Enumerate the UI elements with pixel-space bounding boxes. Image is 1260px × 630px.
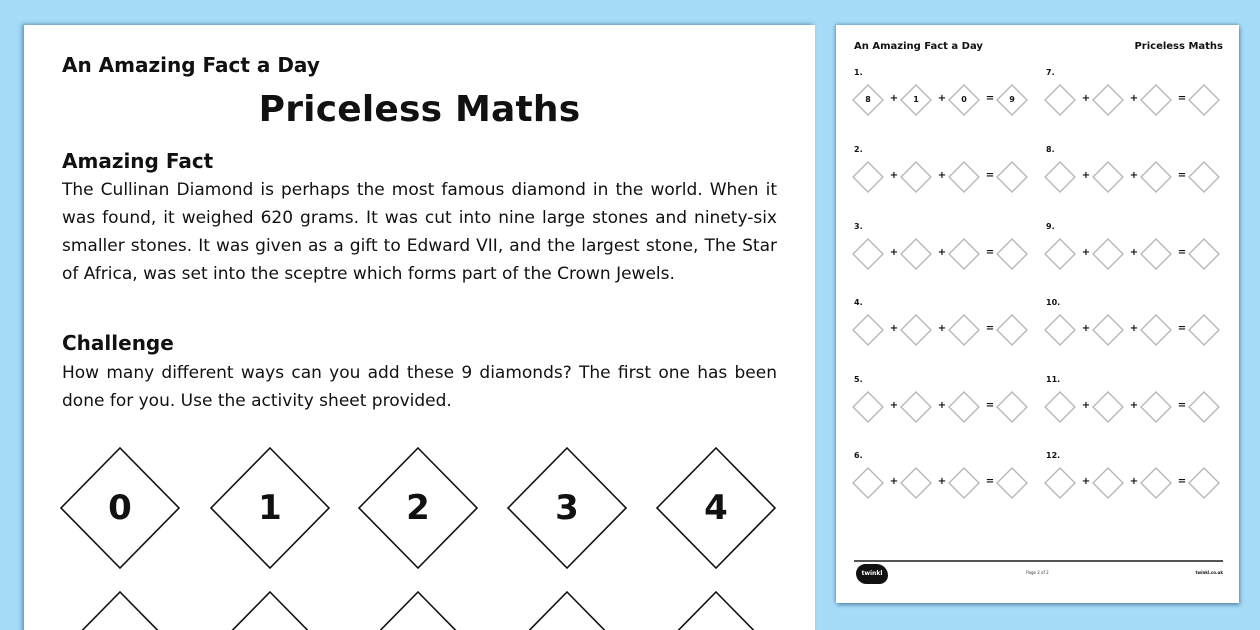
answer-value — [948, 238, 980, 270]
plus-sign: + — [937, 400, 947, 411]
answer-value — [996, 314, 1028, 346]
equals-sign: = — [985, 400, 995, 411]
plus-sign: + — [1081, 476, 1091, 487]
answer-diamond[interactable] — [996, 238, 1028, 270]
question-number: 1. — [854, 68, 863, 77]
plus-sign: + — [889, 247, 899, 258]
answer-diamond[interactable] — [1044, 391, 1076, 423]
plus-sign: + — [1129, 247, 1139, 258]
plus-sign: + — [889, 93, 899, 104]
answer-value — [948, 467, 980, 499]
answer-diamond[interactable] — [852, 391, 884, 423]
twinkl-logo-icon: twinkl — [856, 564, 888, 584]
equals-sign: = — [1177, 93, 1187, 104]
number-diamond — [60, 447, 180, 569]
question-number: 10. — [1046, 298, 1061, 307]
answer-value — [1044, 161, 1076, 193]
answer-diamond[interactable] — [852, 467, 884, 499]
challenge-text: How many different ways can you add these 9 diamonds? The first one has been done for you. Use the activity sheet provided. — [62, 363, 777, 411]
answer-diamond[interactable] — [1140, 161, 1172, 193]
footer-url: twinkl.co.uk — [1195, 570, 1223, 575]
diamond-number: 1 — [258, 488, 282, 528]
answer-diamond[interactable] — [1188, 391, 1220, 423]
question-number: 5. — [854, 375, 863, 384]
footer-divider — [854, 560, 1223, 562]
answer-value — [948, 314, 980, 346]
answer-diamond[interactable] — [996, 314, 1028, 346]
answer-value — [1044, 467, 1076, 499]
answer-diamond[interactable] — [900, 467, 932, 499]
diamond-number — [358, 591, 478, 630]
answer-diamond[interactable] — [996, 391, 1028, 423]
answer-value — [1140, 238, 1172, 270]
equals-sign: = — [985, 170, 995, 181]
number-diamond — [507, 591, 627, 630]
answer-value — [996, 391, 1028, 423]
answer-value — [1140, 467, 1172, 499]
answer-diamond[interactable] — [852, 161, 884, 193]
answer-value — [1092, 238, 1124, 270]
answer-value — [1044, 238, 1076, 270]
diamond-number — [210, 591, 330, 630]
answer-diamond[interactable] — [996, 84, 1028, 116]
answer-diamond[interactable] — [1092, 314, 1124, 346]
answer-diamond[interactable] — [1044, 238, 1076, 270]
answer-value: 1 — [913, 95, 919, 104]
answer-diamond[interactable] — [900, 238, 932, 270]
answer-value — [1092, 314, 1124, 346]
equals-sign: = — [985, 323, 995, 334]
diamond-number: 0 — [108, 488, 132, 528]
answer-diamond[interactable] — [852, 84, 884, 116]
plus-sign: + — [937, 247, 947, 258]
answer-value — [1092, 391, 1124, 423]
answer-diamond[interactable] — [1188, 161, 1220, 193]
diamond-number — [507, 591, 627, 630]
number-diamond — [507, 447, 627, 569]
answer-diamond[interactable] — [996, 161, 1028, 193]
plus-sign: + — [1129, 93, 1139, 104]
number-diamond — [358, 447, 478, 569]
answer-value — [900, 314, 932, 346]
question-number: 7. — [1046, 68, 1055, 77]
series-title: An Amazing Fact a Day — [854, 41, 983, 52]
answer-diamond[interactable] — [1140, 467, 1172, 499]
plus-sign: + — [1129, 476, 1139, 487]
challenge-heading: Challenge — [62, 331, 174, 355]
question-number: 8. — [1046, 145, 1055, 154]
plus-sign: + — [1081, 400, 1091, 411]
plus-sign: + — [1081, 170, 1091, 181]
answer-diamond[interactable] — [948, 391, 980, 423]
answer-diamond[interactable] — [1140, 391, 1172, 423]
answer-value — [900, 161, 932, 193]
diamond-number: 2 — [406, 488, 430, 528]
answer-diamond[interactable] — [1092, 391, 1124, 423]
plus-sign: + — [889, 476, 899, 487]
plus-sign: + — [937, 323, 947, 334]
activity-sheet-page — [836, 25, 1239, 603]
page-number: Page 2 of 2 — [1026, 570, 1049, 575]
plus-sign: + — [889, 170, 899, 181]
answer-value — [1140, 161, 1172, 193]
number-diamond — [656, 591, 776, 630]
answer-value — [1092, 84, 1124, 116]
answer-value — [1044, 391, 1076, 423]
answer-diamond[interactable] — [1044, 314, 1076, 346]
plus-sign: + — [1129, 170, 1139, 181]
number-diamond — [656, 447, 776, 569]
answer-diamond[interactable] — [1188, 467, 1220, 499]
equals-sign: = — [1177, 247, 1187, 258]
answer-diamond[interactable] — [852, 238, 884, 270]
answer-diamond[interactable] — [1044, 161, 1076, 193]
answer-diamond[interactable] — [1188, 314, 1220, 346]
answer-value — [1140, 314, 1172, 346]
diamond-number: 4 — [704, 488, 728, 528]
equals-sign: = — [1177, 400, 1187, 411]
answer-value — [1044, 84, 1076, 116]
answer-diamond[interactable] — [948, 161, 980, 193]
question-number: 2. — [854, 145, 863, 154]
equals-sign: = — [985, 476, 995, 487]
plus-sign: + — [889, 323, 899, 334]
plus-sign: + — [937, 93, 947, 104]
plus-sign: + — [1081, 323, 1091, 334]
number-diamond — [358, 591, 478, 630]
answer-diamond[interactable] — [1188, 84, 1220, 116]
answer-diamond[interactable] — [948, 238, 980, 270]
page-title: Priceless Maths — [1134, 41, 1223, 52]
diamond-number — [60, 591, 180, 630]
answer-diamond[interactable] — [1092, 161, 1124, 193]
answer-diamond[interactable] — [852, 314, 884, 346]
question-number: 3. — [854, 222, 863, 231]
answer-value — [996, 467, 1028, 499]
diamond-number: 3 — [555, 488, 579, 528]
answer-value — [1140, 84, 1172, 116]
plus-sign: + — [937, 476, 947, 487]
answer-value — [900, 467, 932, 499]
answer-diamond[interactable] — [948, 314, 980, 346]
answer-value — [948, 391, 980, 423]
answer-diamond[interactable] — [948, 467, 980, 499]
answer-diamond[interactable] — [996, 467, 1028, 499]
answer-diamond[interactable] — [948, 84, 980, 116]
answer-value — [948, 161, 980, 193]
answer-value: 9 — [1009, 95, 1015, 104]
page-title: Priceless Maths — [258, 89, 581, 130]
question-number: 11. — [1046, 375, 1061, 384]
question-number: 4. — [854, 298, 863, 307]
answer-value — [900, 238, 932, 270]
answer-diamond[interactable] — [900, 391, 932, 423]
answer-value — [1188, 391, 1220, 423]
plus-sign: + — [1081, 93, 1091, 104]
equals-sign: = — [1177, 170, 1187, 181]
answer-value — [1092, 467, 1124, 499]
answer-value — [852, 467, 884, 499]
answer-diamond[interactable] — [900, 84, 932, 116]
answer-value — [1188, 314, 1220, 346]
answer-diamond[interactable] — [1188, 238, 1220, 270]
answer-diamond[interactable] — [1140, 84, 1172, 116]
plus-sign: + — [1081, 247, 1091, 258]
equals-sign: = — [985, 247, 995, 258]
equals-sign: = — [985, 93, 995, 104]
number-diamond — [210, 591, 330, 630]
answer-value — [852, 391, 884, 423]
answer-diamond[interactable] — [1140, 238, 1172, 270]
question-number: 9. — [1046, 222, 1055, 231]
answer-value — [1140, 391, 1172, 423]
answer-diamond[interactable] — [1092, 84, 1124, 116]
answer-value — [852, 238, 884, 270]
number-diamond — [210, 447, 330, 569]
answer-value: 0 — [961, 95, 967, 104]
answer-value — [996, 161, 1028, 193]
question-number: 6. — [854, 451, 863, 460]
answer-value — [1092, 161, 1124, 193]
plus-sign: + — [1129, 323, 1139, 334]
number-diamond — [60, 591, 180, 630]
plus-sign: + — [937, 170, 947, 181]
question-number: 12. — [1046, 451, 1061, 460]
answer-diamond[interactable] — [1044, 84, 1076, 116]
answer-value — [996, 238, 1028, 270]
answer-diamond[interactable] — [1044, 467, 1076, 499]
fact-text: The Cullinan Diamond is perhaps the most famous diamond in the world. When it was found, it weighed 620 grams. It was cut into nine large stones and ninety-six smaller stones. It was given as a gift to Edward VII, and the largest stone, The Star of Africa, was set into the sceptre which forms part of the Crown Jewels. — [62, 180, 777, 284]
answer-diamond[interactable] — [900, 161, 932, 193]
series-title: An Amazing Fact a Day — [62, 53, 320, 77]
answer-diamond[interactable] — [1092, 238, 1124, 270]
equals-sign: = — [1177, 476, 1187, 487]
equals-sign: = — [1177, 323, 1187, 334]
fact-heading: Amazing Fact — [62, 149, 214, 173]
answer-value — [1188, 161, 1220, 193]
answer-value: 8 — [865, 95, 871, 104]
plus-sign: + — [889, 400, 899, 411]
answer-diamond[interactable] — [900, 314, 932, 346]
answer-value — [1188, 467, 1220, 499]
answer-value — [852, 161, 884, 193]
answer-value — [1188, 84, 1220, 116]
answer-value — [1044, 314, 1076, 346]
answer-value — [1188, 238, 1220, 270]
fact-sheet-page — [24, 25, 815, 630]
answer-value — [852, 314, 884, 346]
plus-sign: + — [1129, 400, 1139, 411]
answer-diamond[interactable] — [1140, 314, 1172, 346]
answer-diamond[interactable] — [1092, 467, 1124, 499]
diamond-number — [656, 591, 776, 630]
answer-value — [900, 391, 932, 423]
